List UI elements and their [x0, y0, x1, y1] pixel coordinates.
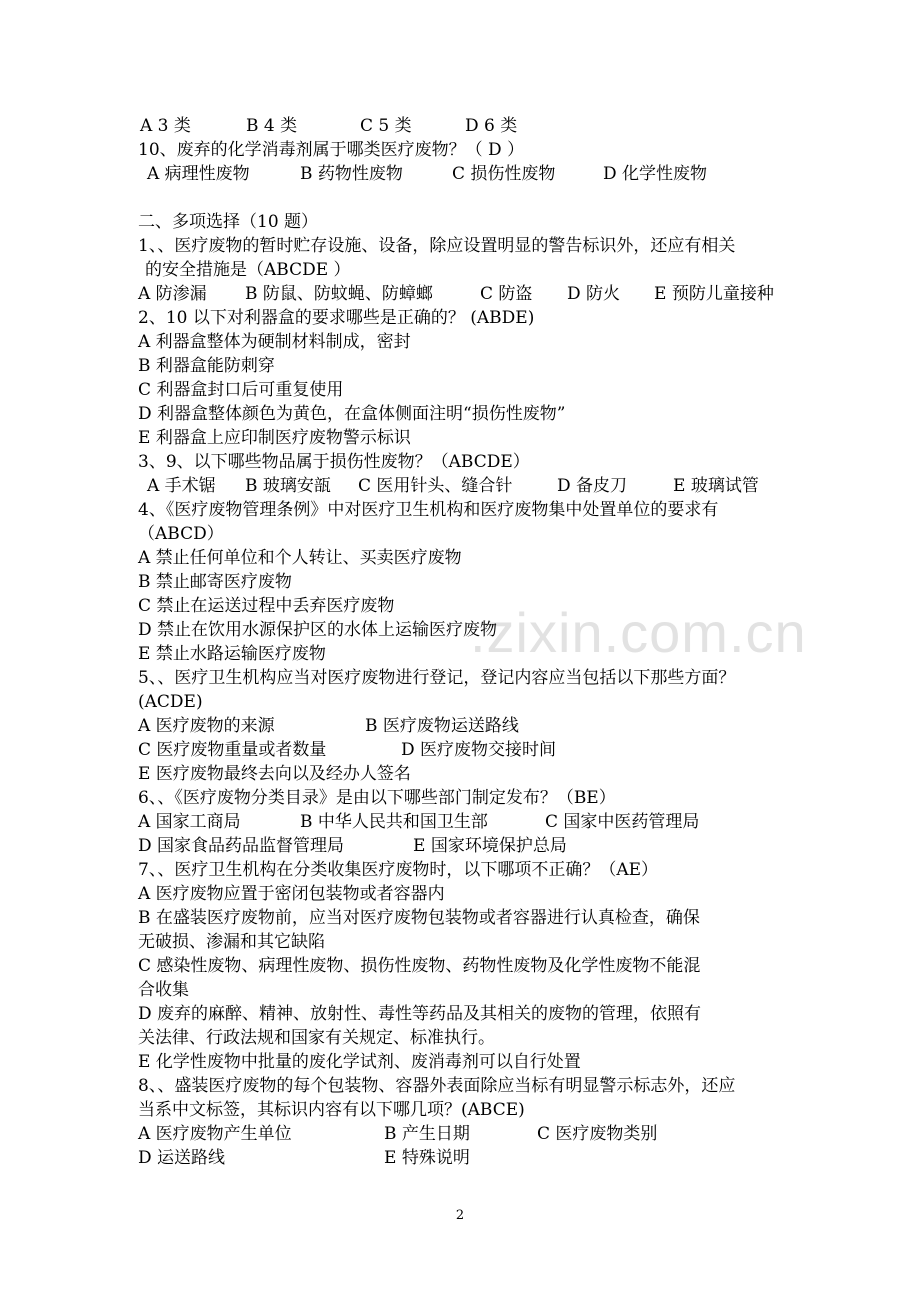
text-segment: E 医疗废物最终去向以及经办人签名 [138, 764, 411, 784]
text-segment: A 手术锯 [147, 476, 216, 496]
page-number: 2 [455, 1208, 465, 1223]
text-segment: 4、《医疗废物管理条例》中对医疗卫生机构和医疗废物集中处置单位的要求有 [138, 500, 719, 520]
text-segment: D 6 类 [465, 116, 518, 136]
text-segment: 3、9、以下哪些物品属于损伤性废物？（ABCDE） [138, 452, 530, 472]
text-segment: D 医疗废物交接时间 [401, 740, 557, 760]
text-segment: A 医疗废物应置于密闭包装物或者容器内 [138, 884, 445, 904]
text-segment: 2、10 以下对利器盒的要求哪些是正确的？ (ABDE) [138, 308, 535, 328]
text-segment: B 4 类 [246, 116, 298, 136]
text-segment: C 感染性废物、病理性废物、损伤性废物、药物性废物及化学性废物不能混 [138, 956, 701, 976]
text-segment: D 化学性废物 [603, 164, 708, 184]
text-segment: E 利器盒上应印制医疗废物警示标识 [138, 428, 411, 448]
text-segment: C 医疗废物类别 [537, 1124, 658, 1144]
text-segment: B 防鼠、防蚊蝇、防蟑螂 [245, 284, 433, 304]
text-segment: E 化学性废物中批量的废化学试剂、废消毒剂可以自行处置 [138, 1052, 581, 1072]
text-segment: C 利器盒封口后可重复使用 [138, 380, 344, 400]
watermark: .zixin.com.cn [470, 601, 807, 664]
text-segment: 6、、《医疗废物分类目录》是由以下哪些部门制定发布？（BE） [138, 788, 616, 808]
text-segment: E 特殊说明 [384, 1148, 470, 1168]
text-segment: (ACDE) [138, 692, 203, 712]
text-segment: B 玻璃安瓿 [245, 476, 331, 496]
text-segment: C 医用针头、缝合针 [358, 476, 513, 496]
text-segment: C 损伤性废物 [452, 164, 556, 184]
text-segment: 1、、医疗废物的暂时贮存设施、设备，除应设置明显的警告标识外，还应有相关 [138, 236, 736, 256]
text-segment: A 国家工商局 [138, 812, 241, 832]
text-segment: B 利器盒能防刺穿 [138, 356, 275, 376]
text-segment: D 运送路线 [138, 1148, 226, 1168]
text-segment: B 药物性废物 [300, 164, 403, 184]
text-segment: A 医疗废物的来源 [138, 716, 275, 736]
text-segment: B 在盛装医疗废物前，应当对医疗废物包装物或者容器进行认真检查，确保 [138, 908, 700, 928]
text-segment: 7、、医疗卫生机构在分类收集医疗废物时，以下哪项不正确？（AE） [138, 860, 659, 880]
text-segment: A 防渗漏 [138, 284, 207, 304]
text-segment: 二、多项选择（10 题） [138, 212, 319, 232]
text-segment: C 国家中医药管理局 [545, 812, 700, 832]
text-segment: D 国家食品药品监督管理局 [138, 836, 345, 856]
text-segment: D 防火 [567, 284, 621, 304]
text-segment: 当系中文标签，其标识内容有以下哪几项？(ABCE) [138, 1100, 525, 1120]
text-segment: C 5 类 [360, 116, 412, 136]
text-segment: E 禁止水路运输医疗废物 [138, 644, 326, 664]
text-segment: D 禁止在饮用水源保护区的水体上运输医疗废物 [138, 620, 498, 640]
text-segment: D 备皮刀 [557, 476, 628, 496]
text-segment: C 防盗 [480, 284, 533, 304]
text-segment: B 产生日期 [384, 1124, 470, 1144]
text-segment: B 医疗废物运送路线 [365, 716, 519, 736]
text-segment: A 3 类 [140, 116, 191, 136]
text-segment: （ABCD） [138, 524, 224, 544]
text-segment: A 禁止任何单位和个人转让、买卖医疗废物 [138, 548, 462, 568]
text-segment: A 病理性废物 [147, 164, 250, 184]
text-segment: C 禁止在运送过程中丢弃医疗废物 [138, 596, 395, 616]
text-segment: 8、、盛装医疗废物的每个包装物、容器外表面除应当标有明显警示标志外，还应 [138, 1076, 736, 1096]
text-segment: A 医疗废物产生单位 [138, 1124, 292, 1144]
text-segment: B 中华人民共和国卫生部 [300, 812, 488, 832]
text-segment: 无破损、渗漏和其它缺陷 [138, 932, 325, 952]
text-segment: 的安全措施是（ABCDE ） [145, 260, 351, 280]
text-segment: E 预防儿童接种 [654, 284, 774, 304]
text-segment: A 利器盒整体为硬制材料制成，密封 [138, 332, 411, 352]
text-segment: 10、废弃的化学消毒剂属于哪类医疗废物？（ D ） [138, 140, 525, 160]
text-segment: E 国家环境保护总局 [413, 836, 567, 856]
text-segment: C 医疗废物重量或者数量 [138, 740, 327, 760]
text-segment: 合收集 [138, 980, 189, 1000]
text-segment: D 利器盒整体颜色为黄色，在盒体侧面注明“损伤性废物” [138, 404, 566, 424]
text-segment: 5、、医疗卫生机构应当对医疗废物进行登记，登记内容应当包括以下那些方面？ [138, 668, 736, 688]
text-segment: B 禁止邮寄医疗废物 [138, 572, 292, 592]
text-segment: 关法律、行政法规和国家有关规定、标准执行。 [138, 1028, 495, 1048]
text-segment: E 玻璃试管 [673, 476, 759, 496]
text-segment: D 废弃的麻醉、精神、放射性、毒性等药品及其相关的废物的管理，依照有 [138, 1004, 702, 1024]
